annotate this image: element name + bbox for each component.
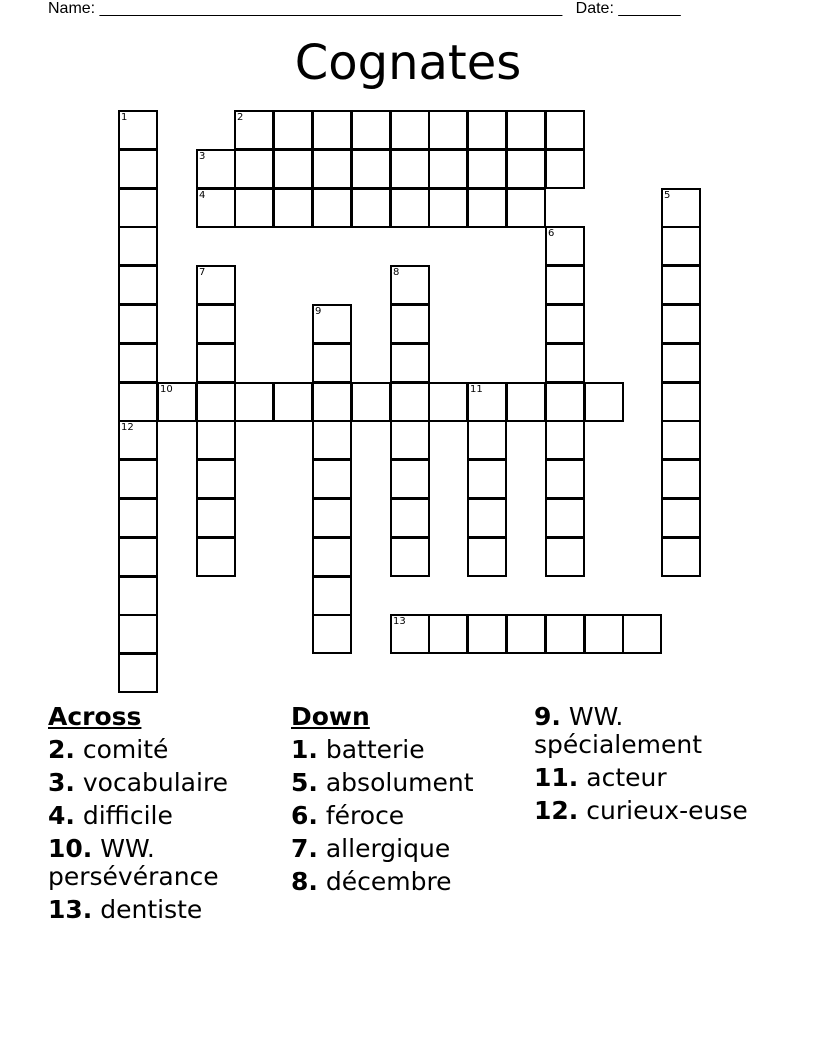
crossword-cell[interactable] bbox=[467, 188, 507, 228]
crossword-cell[interactable] bbox=[545, 265, 585, 305]
crossword-cell[interactable] bbox=[351, 382, 391, 422]
crossword-cell[interactable] bbox=[584, 614, 624, 654]
crossword-cell[interactable] bbox=[118, 188, 158, 228]
clue-down-5: 5. absolument bbox=[291, 768, 474, 797]
crossword-cell[interactable] bbox=[467, 498, 507, 538]
cell-number: 4 bbox=[199, 190, 206, 201]
crossword-cell[interactable] bbox=[273, 149, 313, 189]
crossword-cell[interactable] bbox=[118, 653, 158, 693]
crossword-cell[interactable] bbox=[390, 343, 430, 383]
clue-down-6: 6. féroce bbox=[291, 801, 405, 830]
crossword-cell[interactable] bbox=[118, 110, 158, 150]
crossword-cell[interactable] bbox=[157, 382, 197, 422]
crossword-cell[interactable] bbox=[390, 304, 430, 344]
crossword-cell[interactable] bbox=[467, 110, 507, 150]
crossword-cell[interactable] bbox=[467, 614, 507, 654]
crossword-cell[interactable] bbox=[661, 459, 701, 499]
crossword-cell[interactable] bbox=[312, 498, 352, 538]
clue-down-9: 9. WW. spécialement bbox=[534, 702, 702, 759]
cell-number: 7 bbox=[199, 267, 206, 278]
crossword-cell[interactable] bbox=[390, 110, 430, 150]
crossword-cell[interactable] bbox=[312, 304, 352, 344]
crossword-cell[interactable] bbox=[118, 265, 158, 305]
crossword-cell[interactable] bbox=[428, 188, 468, 228]
crossword-cell[interactable] bbox=[428, 149, 468, 189]
crossword-cell[interactable] bbox=[196, 149, 236, 189]
crossword-cell[interactable] bbox=[661, 343, 701, 383]
cell-number: 9 bbox=[315, 306, 322, 317]
crossword-cell[interactable] bbox=[545, 537, 585, 577]
crossword-cell[interactable] bbox=[506, 110, 546, 150]
clue-across-13: 13. dentiste bbox=[48, 895, 203, 924]
crossword-cell[interactable] bbox=[428, 110, 468, 150]
crossword-cell[interactable] bbox=[506, 382, 546, 422]
crossword-cell[interactable] bbox=[622, 614, 662, 654]
crossword-cell[interactable] bbox=[273, 188, 313, 228]
crossword-cell[interactable] bbox=[428, 382, 468, 422]
crossword-cell[interactable] bbox=[196, 343, 236, 383]
crossword-cell[interactable] bbox=[118, 614, 158, 654]
crossword-cell[interactable] bbox=[661, 304, 701, 344]
crossword-cell[interactable] bbox=[545, 459, 585, 499]
crossword-cell[interactable] bbox=[234, 188, 274, 228]
crossword-cell[interactable] bbox=[118, 226, 158, 266]
crossword-cell[interactable] bbox=[312, 459, 352, 499]
crossword-cell[interactable] bbox=[390, 537, 430, 577]
crossword-cell[interactable] bbox=[390, 265, 430, 305]
clue-down-8: 8. décembre bbox=[291, 867, 452, 896]
name-field-label: Name: ____________________________________________________ bbox=[48, 0, 563, 17]
cell-number: 12 bbox=[121, 422, 134, 433]
crossword-cell[interactable] bbox=[118, 498, 158, 538]
crossword-cell[interactable] bbox=[390, 614, 430, 654]
down-clues-continued bbox=[534, 703, 774, 830]
cell-number: 2 bbox=[237, 112, 244, 123]
crossword-cell[interactable] bbox=[661, 188, 701, 228]
crossword-cell[interactable] bbox=[196, 537, 236, 577]
crossword-cell[interactable] bbox=[273, 110, 313, 150]
crossword-cell[interactable] bbox=[545, 498, 585, 538]
cell-number: 3 bbox=[199, 151, 206, 162]
crossword-cell[interactable] bbox=[351, 188, 391, 228]
crossword-cell[interactable] bbox=[234, 149, 274, 189]
cell-number: 6 bbox=[548, 228, 555, 239]
crossword-cell[interactable] bbox=[467, 382, 507, 422]
crossword-cell[interactable] bbox=[467, 459, 507, 499]
crossword-cell[interactable] bbox=[545, 226, 585, 266]
crossword-cell[interactable] bbox=[118, 149, 158, 189]
clue-across-3: 3. vocabulaire bbox=[48, 768, 229, 797]
down-clues bbox=[291, 703, 521, 901]
cell-number: 13 bbox=[393, 616, 406, 627]
across-clues bbox=[48, 703, 278, 929]
crossword-cell[interactable] bbox=[390, 149, 430, 189]
cell-number: 1 bbox=[121, 112, 128, 123]
crossword-cell[interactable] bbox=[196, 459, 236, 499]
crossword-cell[interactable] bbox=[118, 537, 158, 577]
crossword-cell[interactable] bbox=[390, 188, 430, 228]
crossword-cell[interactable] bbox=[545, 382, 585, 422]
crossword-cell[interactable] bbox=[506, 149, 546, 189]
across-heading: Across bbox=[48, 702, 142, 731]
crossword-cell[interactable] bbox=[312, 382, 352, 422]
cell-number: 8 bbox=[393, 267, 400, 278]
crossword-cell[interactable] bbox=[467, 537, 507, 577]
crossword-cell[interactable] bbox=[312, 149, 352, 189]
crossword-cell[interactable] bbox=[467, 420, 507, 460]
crossword-cell[interactable] bbox=[312, 343, 352, 383]
crossword-cell[interactable] bbox=[545, 614, 585, 654]
crossword-cell[interactable] bbox=[196, 188, 236, 228]
crossword-cell[interactable] bbox=[545, 420, 585, 460]
crossword-cell[interactable] bbox=[390, 420, 430, 460]
crossword-cell[interactable] bbox=[118, 382, 158, 422]
crossword-cell[interactable] bbox=[312, 614, 352, 654]
crossword-cell[interactable] bbox=[661, 498, 701, 538]
crossword-cell[interactable] bbox=[545, 110, 585, 150]
crossword-cell[interactable] bbox=[273, 382, 313, 422]
clue-down-12: 12. curieux-euse bbox=[534, 796, 748, 825]
clue-down-1: 1. batterie bbox=[291, 735, 425, 764]
crossword-cell[interactable] bbox=[661, 420, 701, 460]
crossword-cell[interactable] bbox=[545, 304, 585, 344]
crossword-cell[interactable] bbox=[196, 498, 236, 538]
crossword-cell[interactable] bbox=[118, 420, 158, 460]
crossword-cell[interactable] bbox=[390, 459, 430, 499]
clue-across-2: 2. comité bbox=[48, 735, 169, 764]
crossword-cell[interactable] bbox=[545, 343, 585, 383]
crossword-cell[interactable] bbox=[351, 110, 391, 150]
clue-down-11: 11. acteur bbox=[534, 763, 667, 792]
crossword-cell[interactable] bbox=[312, 420, 352, 460]
crossword-cell[interactable] bbox=[390, 498, 430, 538]
crossword-cell[interactable] bbox=[428, 614, 468, 654]
crossword-cell[interactable] bbox=[234, 110, 274, 150]
cell-number: 5 bbox=[664, 190, 671, 201]
crossword-cell[interactable] bbox=[312, 110, 352, 150]
crossword-cell[interactable] bbox=[661, 265, 701, 305]
header-line bbox=[48, 0, 748, 22]
crossword-cell[interactable] bbox=[661, 226, 701, 266]
crossword-cell[interactable] bbox=[390, 382, 430, 422]
crossword-cell[interactable] bbox=[312, 537, 352, 577]
crossword-cell[interactable] bbox=[467, 149, 507, 189]
crossword-cell[interactable] bbox=[118, 459, 158, 499]
crossword-cell[interactable] bbox=[234, 382, 274, 422]
clue-across-10: 10. WW. persévérance bbox=[48, 834, 219, 891]
crossword-cell[interactable] bbox=[584, 382, 624, 422]
down-heading: Down bbox=[291, 702, 370, 731]
crossword-cell[interactable] bbox=[312, 576, 352, 616]
crossword-cell[interactable] bbox=[506, 188, 546, 228]
crossword-cell[interactable] bbox=[661, 382, 701, 422]
cell-number: 10 bbox=[160, 384, 173, 395]
crossword-cell[interactable] bbox=[196, 304, 236, 344]
crossword-cell[interactable] bbox=[118, 576, 158, 616]
clue-across-4: 4. difficile bbox=[48, 801, 173, 830]
crossword-cell[interactable] bbox=[506, 614, 546, 654]
page-title: Cognates bbox=[294, 35, 522, 91]
clue-down-7: 7. allergique bbox=[291, 834, 451, 863]
crossword-cell[interactable] bbox=[312, 188, 352, 228]
crossword-cell[interactable] bbox=[545, 149, 585, 189]
crossword-cell[interactable] bbox=[118, 343, 158, 383]
date-field-label: Date: _______ bbox=[575, 0, 681, 17]
crossword-cell[interactable] bbox=[118, 304, 158, 344]
crossword-cell[interactable] bbox=[196, 382, 236, 422]
crossword-cell[interactable] bbox=[196, 420, 236, 460]
crossword-cell[interactable] bbox=[351, 149, 391, 189]
crossword-cell[interactable] bbox=[196, 265, 236, 305]
cell-number: 11 bbox=[470, 384, 483, 395]
crossword-cell[interactable] bbox=[661, 537, 701, 577]
